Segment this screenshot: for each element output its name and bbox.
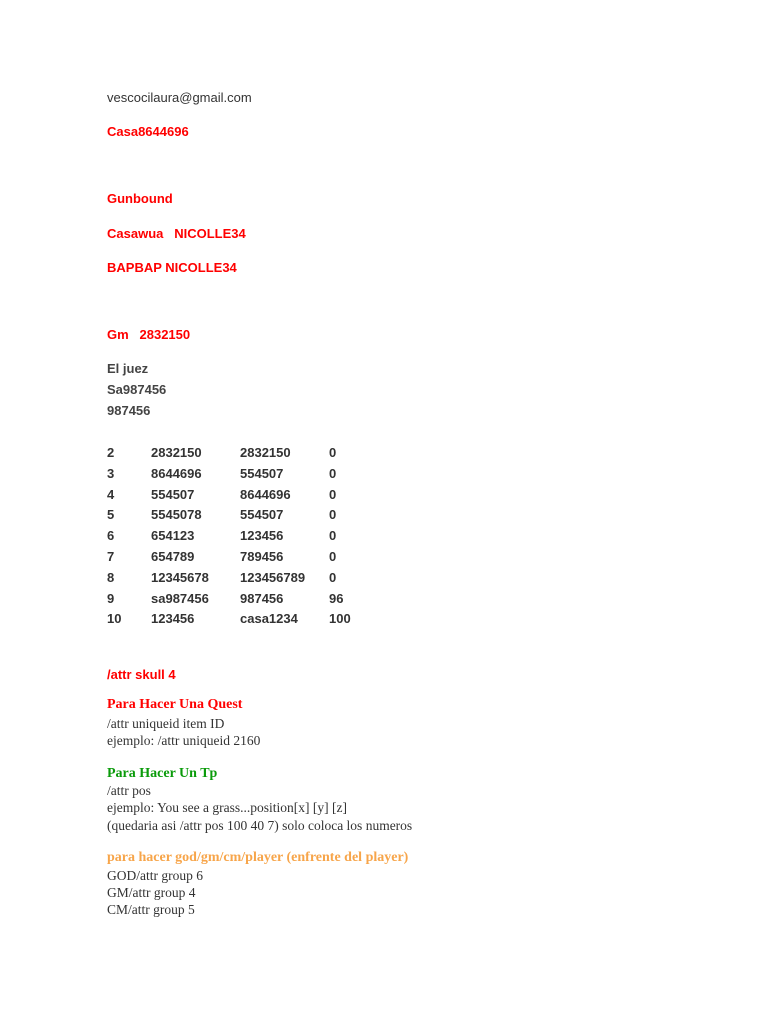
tp-line-1: /attr pos: [107, 783, 151, 798]
table-cell: 5545078: [151, 507, 202, 523]
table-cell: 123456: [240, 528, 284, 544]
table-cell: 10: [107, 611, 122, 627]
table-cell: 123456789: [240, 569, 306, 585]
god-line-2: GM/attr group 4: [107, 885, 196, 900]
table-cell: 12345678: [151, 569, 209, 585]
table-cell: 3: [107, 465, 115, 481]
text-line-sa987456: Sa987456: [107, 382, 167, 397]
email-address: vescocilaura@gmail.com: [107, 90, 252, 105]
tp-line-3: (quedaria asi /attr pos 100 40 7) solo coloca los numeros: [107, 818, 413, 833]
table-cell: 4: [107, 486, 115, 502]
table-cell: sa987456: [151, 590, 209, 606]
table-cell: 654123: [151, 528, 195, 544]
table-cell: 0: [329, 528, 337, 544]
table-cell: 0: [329, 548, 337, 564]
table-cell: 2: [107, 445, 115, 460]
attr-skull-line: /attr skull 4: [107, 667, 176, 682]
table-cell: 554507: [240, 507, 284, 523]
quest-heading: Para Hacer Una Quest: [107, 697, 243, 712]
table-cell: 789456: [240, 548, 284, 564]
table-cell: 554507: [240, 465, 284, 481]
gm-line: Gm 2832150: [107, 327, 191, 342]
table-cell: 6: [107, 528, 115, 544]
table-cell: 554507: [151, 486, 195, 502]
table-cell: 100: [329, 611, 351, 627]
quest-line-1: /attr uniqueid item ID: [107, 716, 225, 731]
god-heading: para hacer god/gm/cm/player (enfrente del player): [107, 850, 409, 865]
table-cell: casa1234: [240, 611, 298, 627]
table-cell: 0: [329, 569, 337, 585]
tp-line-2: ejemplo: You see a grass...position[x] [y] [z]: [107, 800, 347, 815]
table-cell: 0: [329, 465, 337, 481]
quest-line-2: ejemplo: /attr uniqueid 2160: [107, 733, 261, 748]
table-cell: 8644696: [240, 486, 291, 502]
game-title: Gunbound: [107, 191, 173, 206]
table-cell: 2832150: [151, 445, 202, 460]
table-cell: 0: [329, 445, 337, 460]
table-cell: 5: [107, 507, 115, 523]
tp-heading: Para Hacer Un Tp: [107, 766, 218, 781]
table-cell: 8644696: [151, 465, 202, 481]
table-cell: 123456: [151, 611, 195, 627]
table-cell: 0: [329, 507, 337, 523]
table-cell: 9: [107, 590, 115, 606]
table-cell: 96: [329, 590, 344, 606]
table-cell: 2832150: [240, 445, 291, 460]
account-line-1: Casawua NICOLLE34: [107, 226, 246, 241]
text-line-el-juez: El juez: [107, 361, 149, 376]
table-cell: 0: [329, 486, 337, 502]
god-line-3: CM/attr group 5: [107, 902, 195, 917]
table-cell: 7: [107, 548, 115, 564]
god-line-1: GOD/attr group 6: [107, 868, 203, 883]
account-line-2: BAPBAP NICOLLE34: [107, 260, 237, 275]
table-cell: 654789: [151, 548, 195, 564]
table-cell: 8: [107, 569, 115, 585]
text-line-987456: 987456: [107, 403, 151, 418]
table-cell: 987456: [240, 590, 284, 606]
password-line: Casa8644696: [107, 124, 189, 139]
